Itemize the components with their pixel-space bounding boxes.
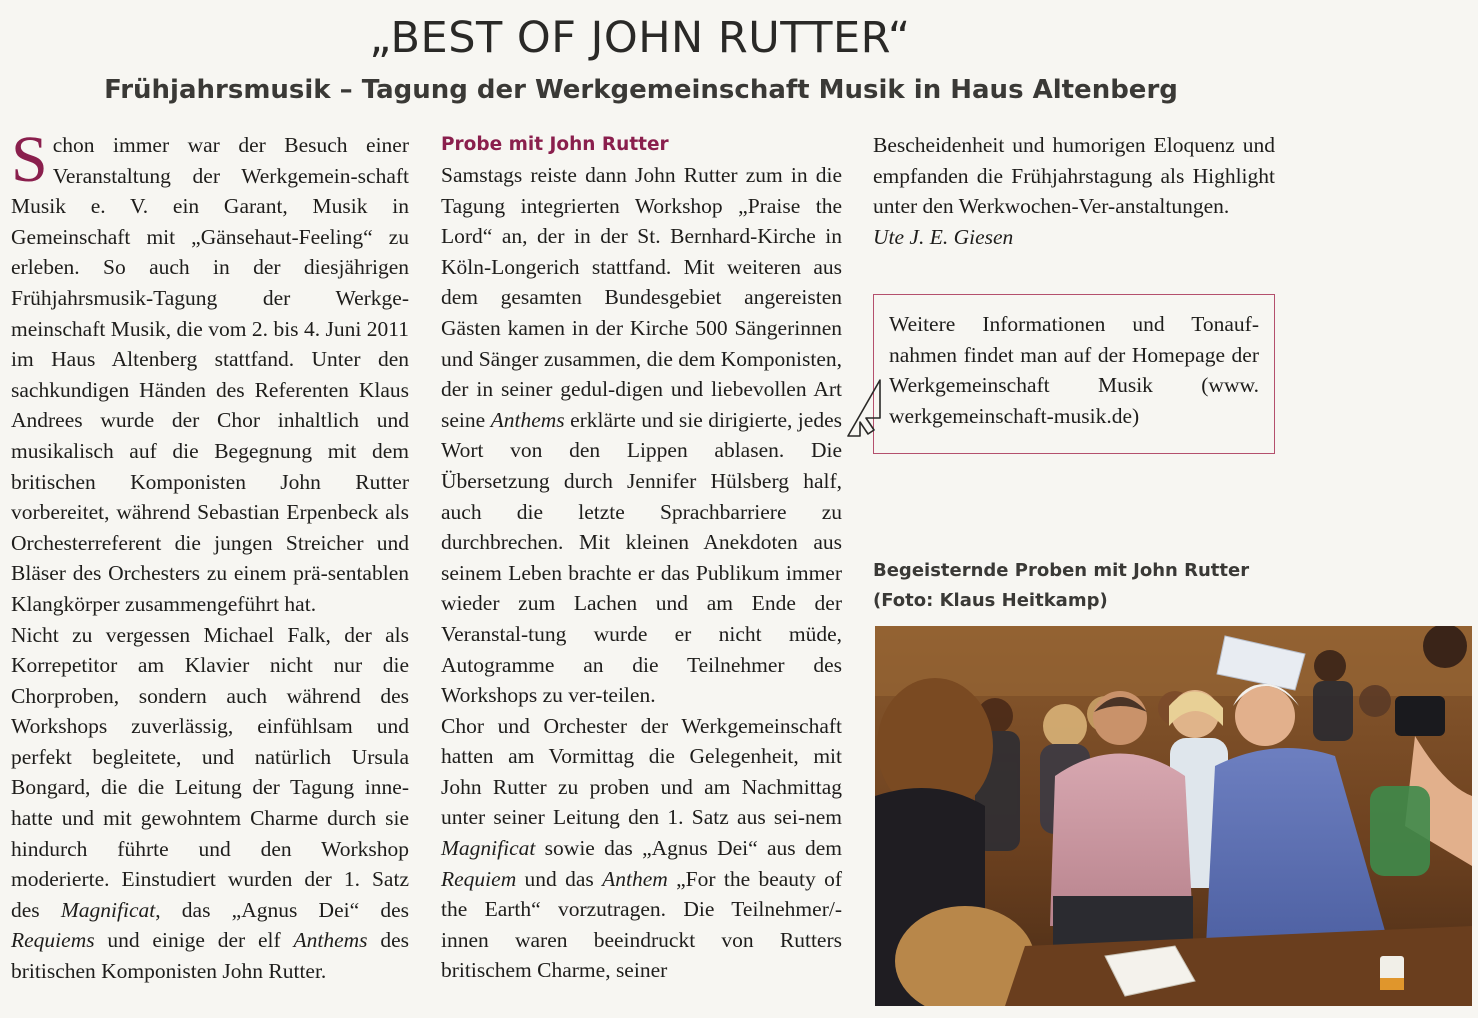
paragraph-text: , das „Agnus Dei“ des — [155, 897, 410, 922]
paragraph — [441, 711, 842, 986]
article-subtitle: Frühjahrsmusik – Tagung der Werkgemeinschaft Musik in Haus Altenberg — [104, 75, 1178, 105]
paragraph — [11, 123, 409, 620]
italic-term: Anthems — [490, 407, 565, 432]
paragraph-text: und einige der elf — [94, 928, 294, 953]
info-box: Weitere Informationen und Tonauf-nahmen findet man auf der Homepage der Werkgemeinschaft Musik (www. werkgemeinschaft-musik.de) — [873, 294, 1275, 454]
column-1 — [11, 123, 410, 987]
article-title: „BEST OF JOHN RUTTER“ — [369, 13, 911, 63]
paragraph: Bescheidenheit und humorigen Eloquenz und empfanden die Frühjahrstagung als Highlight unter den Werkwochen-Ver-anstaltungen. — [873, 133, 1275, 219]
photo-image — [875, 626, 1472, 1006]
author-name: Ute J. E. Giesen — [873, 224, 1014, 249]
photo-caption — [873, 556, 1293, 616]
paragraph-text: sowie das „Agnus Dei“ aus dem — [535, 836, 842, 861]
section-subhead: Probe mit John Rutter — [441, 134, 669, 155]
paragraph-text: und das — [516, 866, 603, 891]
italic-term: Requiem — [441, 866, 517, 891]
italic-term: Anthems — [293, 928, 368, 953]
italic-term: Requiems — [11, 928, 95, 953]
paragraph-text: „For the beauty of the Earth“ vorzutragen. Die Teilnehmer/-innen waren beeindruckt von Rutters britischem Charme, seiner — [441, 866, 842, 983]
paragraph — [11, 620, 409, 987]
rehearsal-photo — [875, 626, 1472, 1006]
italic-term: Magnificat — [441, 836, 536, 861]
paragraph-text: erklärte und sie dirigierte, jedes Wort von den Lippen ablasen. Die Übersetzung durch Jennifer Hülsberg half, auch die letzte Sprachbarriere zu durchbrechen. Mit kleinen Anekdoten aus seinem Leben brachte er das Publikum immer wieder zum Lachen und am Ende der Veranstal-tung wurde er nicht müde, Autogramme an die Teilnehmer des Workshops zu ver-teilen. — [441, 407, 842, 708]
column-3 — [873, 130, 1275, 252]
paragraph-text: Chor und Orchester der Werkgemeinschaft hatten am Vormittag die Gelegenheit, mit John Rutter zu proben und am Nachmittag unter seiner Leitung den 1. Satz aus sei-nem — [441, 713, 842, 830]
italic-term: Magnificat — [60, 897, 156, 922]
drop-cap: S — [11, 123, 48, 196]
paragraph-text: Nicht zu vergessen Michael Falk, der als Korrepetitor am Klavier nicht nur die Chorproben, sondern auch während des Workshops zuverlässig, einfühlsam und perfekt begleitete, und natürlich Ursula Bongard, die die Leitung der Tagung inne-hatte und mit gewohntem Charme durch sie hindurch führte und den Workshop moderierte. Einstudiert wurden der 1. Satz des — [11, 622, 409, 922]
paragraph — [441, 160, 842, 711]
paragraph-text: des britischen Komponisten John Rutter. — [11, 928, 409, 984]
caption-credit: (Foto: Klaus Heitkamp) — [873, 590, 1108, 611]
caption-title: Begeisternde Proben mit John Rutter — [873, 560, 1250, 581]
italic-term: Anthem — [602, 866, 668, 891]
column-2 — [441, 130, 842, 986]
cursor-arrow-icon — [844, 378, 884, 442]
author-byline — [873, 222, 1275, 253]
paragraph-text: chon immer war der Besuch einer Veranstaltung der Werkgemein-schaft Musik e. V. ein Garant, Musik in Gemeinschaft mit „Gänsehaut-Feeling“ zu erleben. So auch in der diesjährigen Frühjahrsmusik-Tagung der Werkge-meinschaft Musik, die vom 2. bis 4. Juni 2011 im Haus Altenberg stattfand. Unter den sachkundigen Händen des Referenten Klaus Andrees wurde der Chor inhaltlich und musikalisch auf die Begegnung mit dem britischen Komponisten John Rutter vorbereitet, während Sebastian Erpenbeck als Orchesterreferent die jungen Streicher und Bläser des Orchesters zu einem prä-sentablen Klangkörper zusammengeführt hat. — [11, 133, 409, 616]
paragraph-text: Samstags reiste dann John Rutter zum in die Tagung integrierten Workshop „Praise the Lord“ an, der in der St. Bernhard-Kirche in Köln-Longerich stattfand. Mit weiteren aus dem gesamten Bundesgebiet angereisten Gästen kamen in der Kirche 500 Sängerinnen und Sänger zusammen, die dem Komponisten, der in seiner gedul-digen und liebevollen Art seine — [441, 163, 842, 432]
